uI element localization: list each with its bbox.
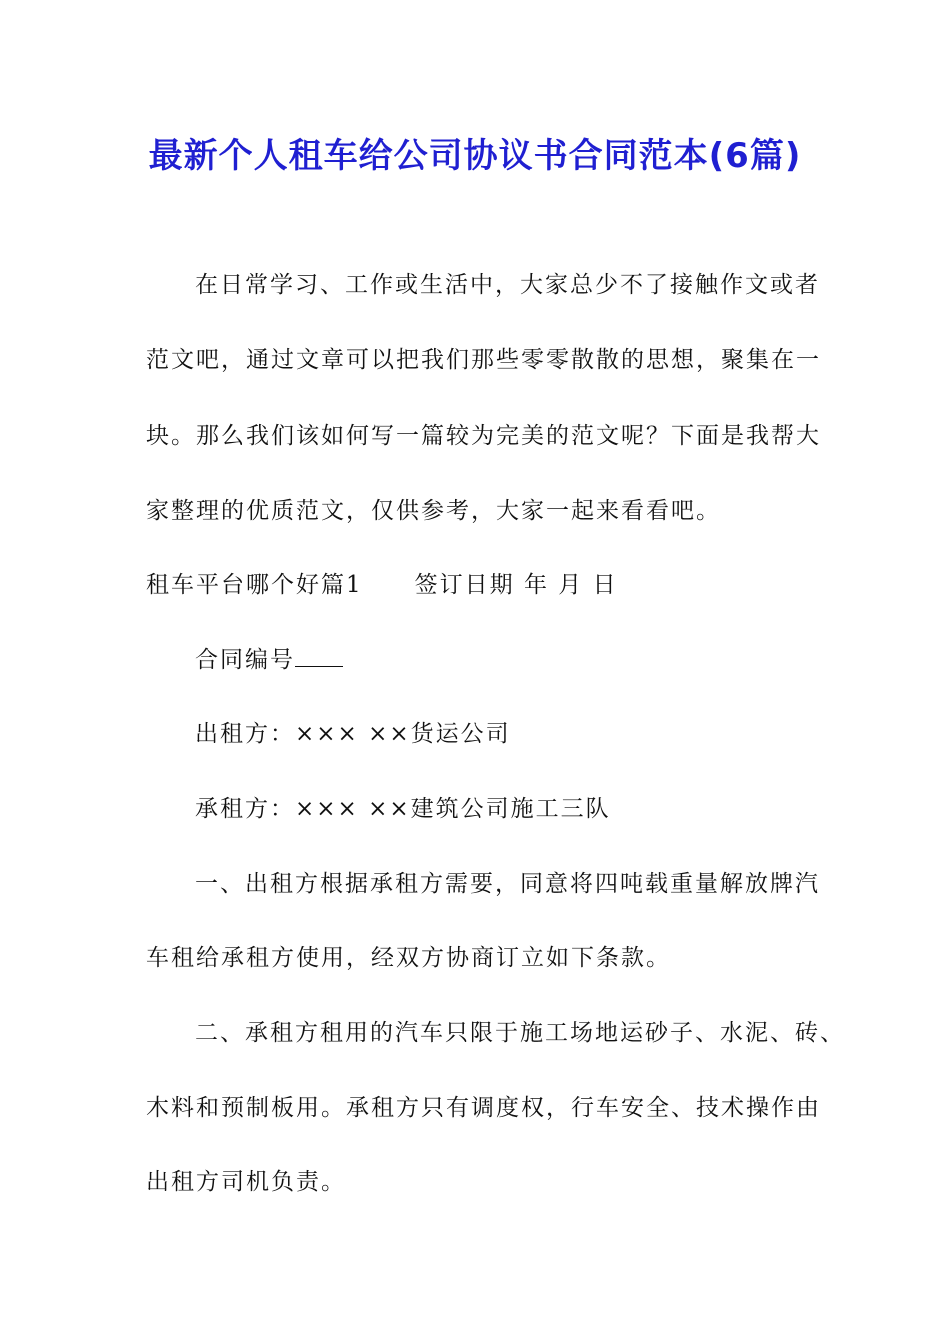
contract-number-label: 合同编号: [195, 647, 295, 673]
contract-number-row: [195, 645, 343, 675]
lessee-line: 承租方：××× ××建筑公司施工三队: [195, 796, 611, 822]
clause2-line-2: 木料和预制板用。承租方只有调度权，行车安全、技术操作由: [146, 1095, 821, 1121]
intro-line-3: 块。那么我们该如何写一篇较为完美的范文呢？下面是我帮大: [146, 423, 821, 449]
lessor-line: 出租方：××× ××货运公司: [195, 721, 511, 747]
intro-line-1: 在日常学习、工作或生活中，大家总少不了接触作文或者: [195, 272, 820, 298]
clause2-line-1: 二、承租方租用的汽车只限于施工场地运砂子、水泥、砖、: [195, 1020, 845, 1046]
document-title: 最新个人租车给公司协议书合同范本(6篇): [148, 136, 802, 176]
clause1-line-2: 车租给承租方使用，经双方协商订立如下条款。: [146, 945, 671, 971]
section-heading-row: [146, 570, 618, 600]
intro-line-4: 家整理的优质范文，仅供参考，大家一起来看看吧。: [146, 498, 721, 524]
clause1-line-1: 一、出租方根据承租方需要，同意将四吨载重量解放牌汽: [195, 871, 820, 897]
intro-line-2: 范文吧，通过文章可以把我们那些零零散散的思想，聚集在一: [146, 347, 821, 373]
sign-date: 签订日期 年 月 日: [414, 572, 618, 598]
clause2-line-3: 出租方司机负责。: [146, 1169, 346, 1195]
section-heading: 租车平台哪个好篇1: [146, 572, 363, 598]
contract-number-blank: [295, 648, 343, 667]
